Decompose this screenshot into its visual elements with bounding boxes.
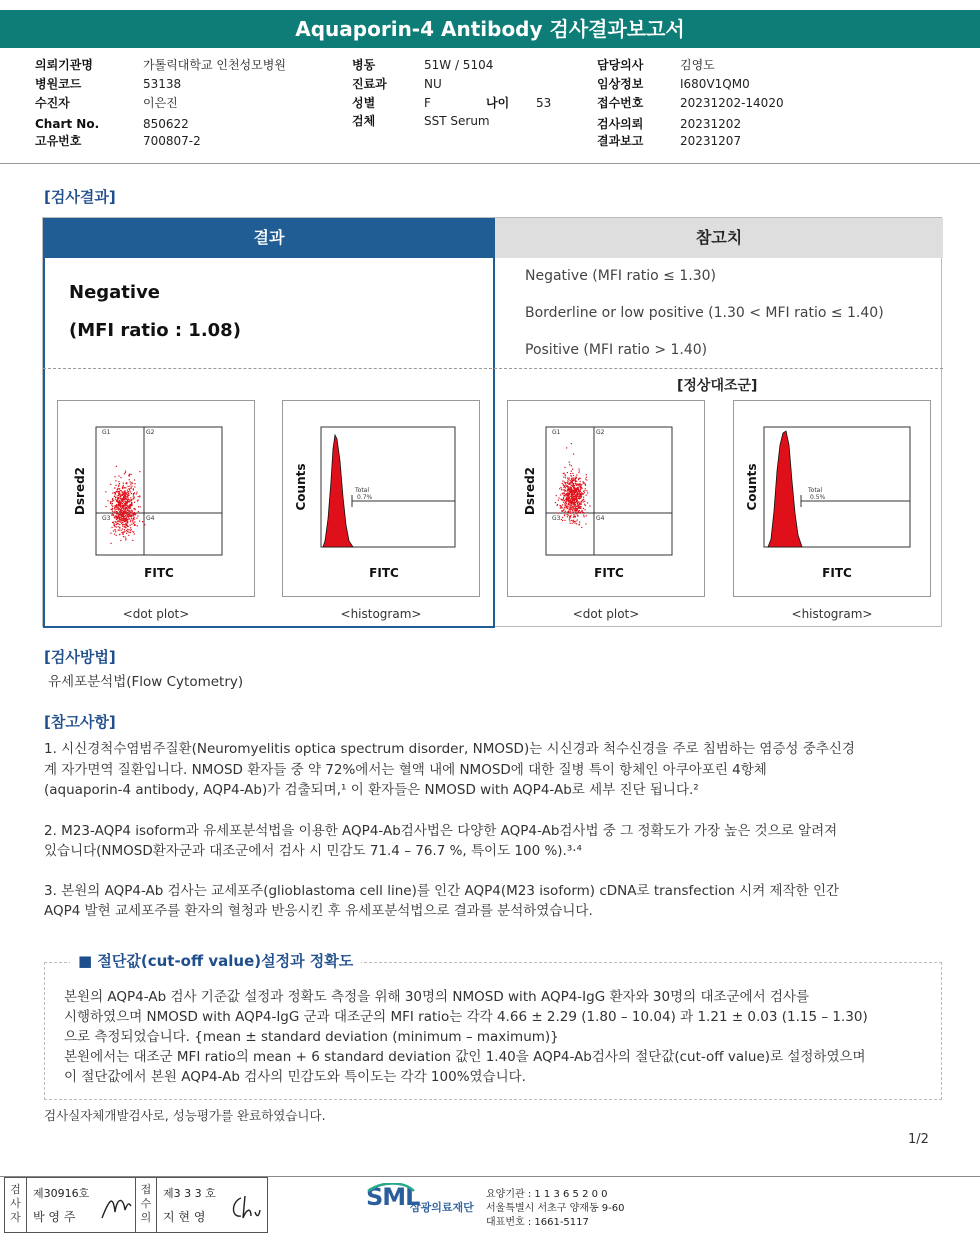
result-header: 결과	[43, 218, 495, 258]
info-label: 임상정보	[597, 77, 644, 91]
cutoff-line: 본원의 AQP4-Ab 검사 기준값 설정과 정확도 측정을 위해 30명의 NMOSD with AQP4-IgG 환자와 30명의 대조군에서 검사를	[64, 989, 810, 1005]
info-value: 이은진	[143, 96, 178, 110]
info-label: 고유번호	[35, 134, 82, 148]
hist-ylabel: Counts	[745, 463, 759, 511]
quadrant-label: G1	[102, 429, 111, 436]
method-section-title: [검사방법]	[44, 648, 116, 666]
histogram-caption: <histogram>	[340, 607, 422, 621]
reference-borderline: Borderline or low positive (1.30 < MFI ratio ≤ 1.40)	[525, 305, 884, 321]
quadrant-label: G1	[552, 429, 561, 436]
logo-swoosh-icon	[364, 1183, 416, 1219]
hist-xlabel: FITC	[822, 566, 852, 580]
info-value: 850622	[143, 117, 189, 131]
report-title: Aquaporin-4 Antibody 검사결과보고서	[0, 10, 980, 48]
dot-xlabel: FITC	[594, 566, 624, 580]
quadrant-label: G4	[146, 515, 155, 522]
care-code: 요양기관 : 1 1 3 6 5 2 0 0	[486, 1189, 608, 1200]
stamp-license: 제3 3 3 호	[163, 1187, 216, 1200]
info-value: 20231202-14020	[680, 96, 784, 110]
note-line: AQP4 발현 교세포주를 환자의 혈청과 반응시킨 후 유세포분석법으로 결과를 분석하였습니다.	[44, 903, 593, 919]
cutoff-line: 이 절단값에서 본원 AQP4-Ab 검사의 민감도와 특이도는 각각 100%였습니다.	[64, 1069, 526, 1085]
page-number: 1/2	[908, 1132, 929, 1147]
info-label: 성별	[352, 96, 376, 110]
org-name: 삼광의료재단	[410, 1201, 474, 1214]
total-label: Total	[355, 487, 370, 494]
stamp-role: 접수의	[135, 1178, 157, 1232]
info-value: SST Serum	[424, 114, 490, 128]
results-table	[42, 217, 942, 627]
info-label: 검체	[352, 114, 376, 128]
note-line: 1. 시신경척수염범주질환(Neuromyelitis optica spectrum disorder, NMOSD)는 시신경과 척수신경을 주로 침범하는 염증성 중추신경	[44, 741, 855, 757]
info-value: 700807-2	[143, 134, 201, 148]
info-label: 담당의사	[597, 58, 644, 72]
info-value: 53138	[143, 77, 182, 91]
note-line: 2. M23-AQP4 isoform과 유세포분석법을 이용한 AQP4-Ab검사법은 다양한 AQP4-Ab검사법 중 그 정확도가 가장 높은 것으로 알려져	[44, 823, 838, 839]
hist-xlabel: FITC	[369, 566, 399, 580]
info-value: 51W / 5104	[424, 58, 494, 72]
quadrant-label: G2	[596, 429, 605, 436]
info-label: 의뢰기관명	[35, 58, 93, 72]
info-label: 접수번호	[597, 96, 644, 110]
note-line: 3. 본원의 AQP4-Ab 검사는 교세포주(glioblastoma cell line)를 인간 AQP4(M23 isoform) cDNA로 transfection 시켜 제작한 인간	[44, 883, 840, 899]
phone: 대표번호 : 1661-5117	[486, 1217, 589, 1228]
stamp-name: 박 영 주	[33, 1210, 76, 1224]
patient-dot-plot	[57, 400, 255, 597]
total-percent: 0.7%	[357, 494, 373, 501]
reference-header: 참고치	[495, 218, 943, 258]
dot-ylabel: Dsred2	[523, 466, 537, 516]
patient-info-panel	[0, 52, 980, 164]
dot-xlabel: FITC	[144, 566, 174, 580]
cutoff-line: 본원에서는 대조군 MFI ratio의 mean + 6 standard deviation 값인 1.40을 AQP4-Ab검사의 절단값(cut-off value)로 설정하였으며	[64, 1049, 866, 1065]
stamp-role: 검사자	[5, 1178, 27, 1232]
signature-stamp	[4, 1177, 268, 1233]
control-histogram	[733, 400, 931, 597]
info-label: 병원코드	[35, 77, 82, 91]
info-label: 결과보고	[597, 134, 644, 148]
stamp-name: 지 현 영	[163, 1210, 206, 1224]
hist-ylabel: Counts	[294, 463, 308, 511]
histogram-caption: <histogram>	[791, 607, 873, 621]
quadrant-label: G2	[146, 429, 155, 436]
quadrant-label: G3	[552, 515, 561, 522]
cutoff-line: 으로 측정되었습니다. {mean ± standard deviation (minimum – maximum)}	[64, 1029, 559, 1045]
info-value: 20231207	[680, 134, 742, 148]
info-value: 20231202	[680, 117, 742, 131]
control-label: [정상대조군]	[677, 378, 758, 394]
total-label: Total	[808, 487, 823, 494]
quadrant-label: G3	[102, 515, 111, 522]
signature-icon	[99, 1190, 133, 1222]
notes-section-title: [참고사항]	[44, 713, 116, 731]
info-label: 수진자	[35, 96, 70, 110]
stamp-license: 제30916호	[33, 1187, 90, 1200]
info-value: 가톨릭대학교 인천성모병원	[143, 58, 286, 72]
quadrant-label: G4	[596, 515, 605, 522]
info-value: 김영도	[680, 58, 715, 72]
info-label: 나이	[486, 96, 510, 110]
note-line: (aquaporin-4 antibody, AQP4-Ab)가 검출되며,¹ 이 환자들은 NMOSD with AQP4-Ab로 세부 진단 됩니다.²	[44, 782, 699, 798]
signature-icon	[227, 1190, 261, 1222]
total-percent: 0.5%	[810, 494, 826, 501]
info-label: Chart No.	[35, 117, 100, 131]
info-value: I680V1QM0	[680, 77, 750, 91]
info-label: 진료과	[352, 77, 387, 91]
address: 서울특별시 서초구 양재동 9-60	[486, 1203, 625, 1214]
dot-ylabel: Dsred2	[73, 466, 87, 516]
result-ratio: (MFI ratio : 1.08)	[69, 320, 241, 341]
validation-note: 검사실자체개발검사로, 성능평가를 완료하였습니다.	[44, 1108, 326, 1123]
info-value: NU	[424, 77, 442, 91]
info-label: 병동	[352, 58, 376, 72]
info-label: 검사의뢰	[597, 117, 644, 131]
method-text: 유세포분석법(Flow Cytometry)	[48, 674, 244, 690]
dot-plot-caption: <dot plot>	[572, 607, 640, 621]
footer	[0, 1176, 980, 1240]
note-line: 있습니다(NMOSD환자군과 대조군에서 검사 시 민감도 71.4 – 76.7 %, 특이도 100 %).³·⁴	[44, 843, 582, 859]
cutoff-line: 시행하였으며 NMOSD with AQP4-IgG 군과 대조군의 MFI ratio는 각각 4.66 ± 2.29 (1.80 – 10.04) 과 1.21 ± 0.03 (1.15 – 1.30)	[64, 1009, 868, 1025]
control-dot-plot	[507, 400, 705, 597]
cutoff-title: ■ 절단값(cut-off value)설정과 정확도	[70, 950, 361, 971]
result-value: Negative	[69, 282, 161, 303]
results-section-title: [검사결과]	[44, 188, 116, 206]
info-value: F	[424, 96, 431, 110]
info-value: 53	[536, 96, 552, 110]
dot-plot-caption: <dot plot>	[122, 607, 190, 621]
note-line: 계 자가면역 질환입니다. NMOSD 환자들 중 약 72%에서는 혈액 내에 NMOSD에 대한 질병 특이 항체인 아쿠아포린 4항체	[44, 762, 767, 778]
reference-negative: Negative (MFI ratio ≤ 1.30)	[525, 268, 716, 284]
reference-positive: Positive (MFI ratio > 1.40)	[525, 342, 708, 358]
patient-histogram	[282, 400, 480, 597]
divider	[43, 368, 943, 369]
org-logo: SML	[366, 1183, 420, 1211]
